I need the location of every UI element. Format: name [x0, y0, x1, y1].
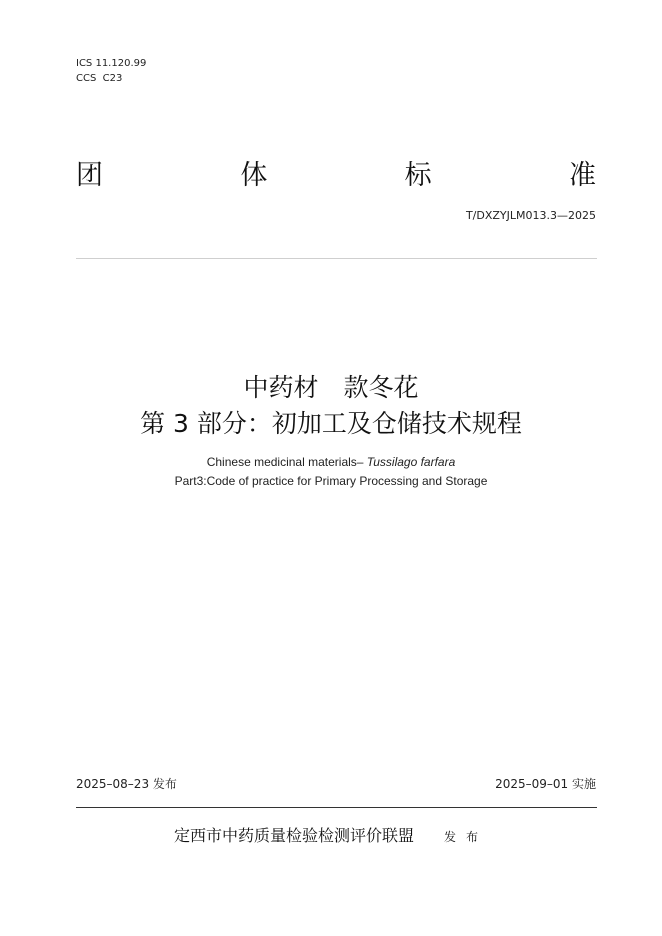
english-title-prefix: Chinese medicinal materials–: [206, 455, 367, 469]
title-line-2: 第 3 部分：初加工及仓储技术规程: [140, 409, 522, 438]
bottom-divider: [76, 807, 597, 808]
english-title-species: Tussilago farfara: [366, 455, 456, 469]
classification-codes: [76, 56, 146, 86]
publisher-name: 定西市中药质量检验检测评价联盟: [173, 826, 414, 845]
publisher-action: 发布: [444, 830, 489, 844]
standard-type-char: 团: [76, 160, 103, 191]
standard-type-char: 体: [240, 160, 268, 191]
standard-type-heading: [76, 158, 596, 194]
english-title-line-2: Part3:Code of practice for Primary Processing and Storage: [174, 474, 488, 488]
top-divider: [76, 258, 597, 259]
implementation-date: 2025–09–01 实施: [495, 777, 596, 791]
standard-type-char: 准: [568, 160, 596, 191]
standard-type-char: 标: [404, 160, 432, 191]
standard-number: T/DXZYJLM013.3—2025: [465, 209, 596, 222]
publisher-line: [0, 824, 662, 849]
ccs-code: CCS C23: [76, 73, 123, 84]
ics-code: ICS 11.120.99: [76, 58, 147, 69]
english-title-line-1: [0, 453, 662, 471]
issue-date: 2025–08–23 发布: [76, 777, 177, 791]
title-line-1: 中药材 款冬花: [243, 373, 419, 402]
